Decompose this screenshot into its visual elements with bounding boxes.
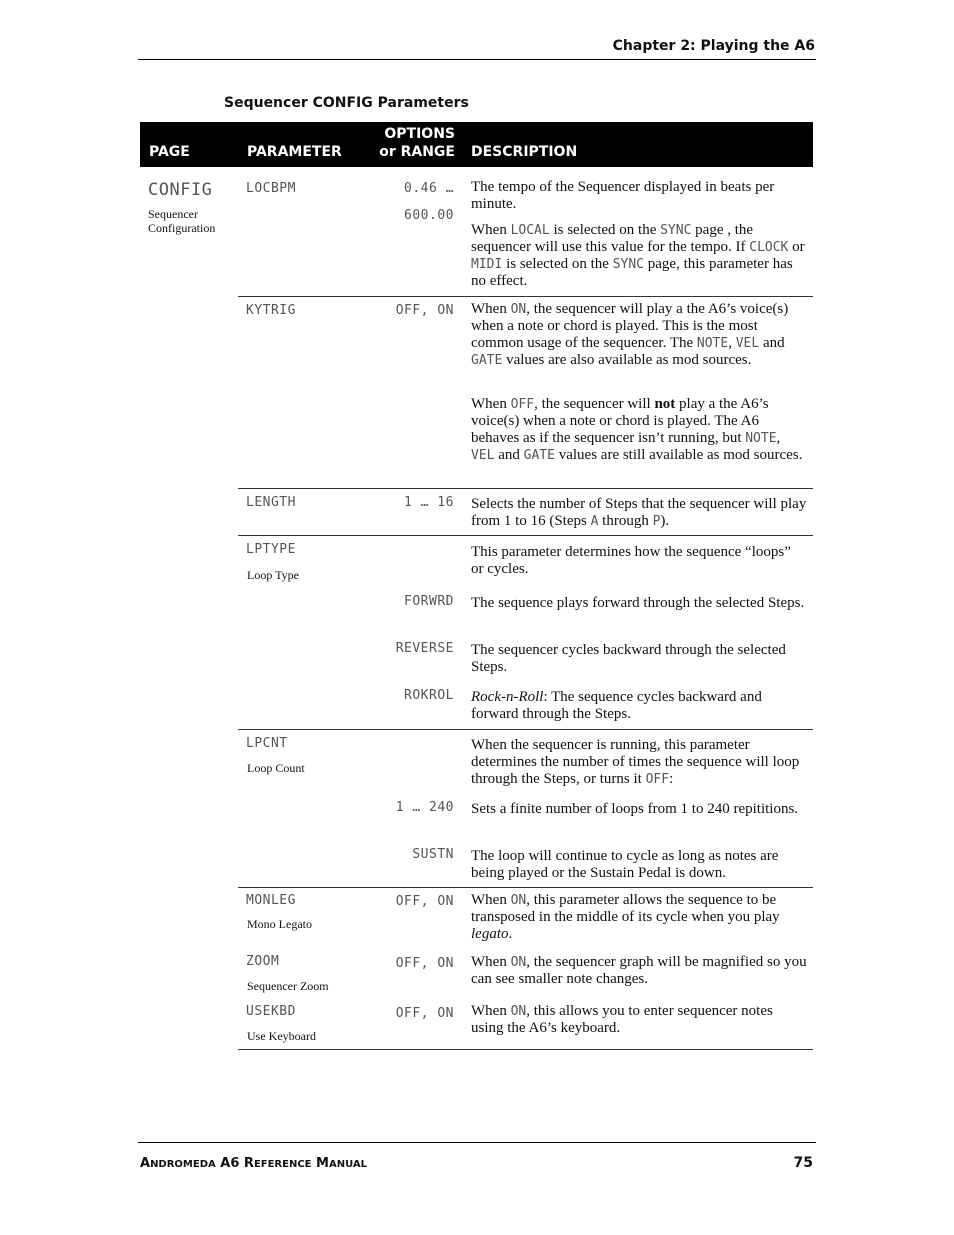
page-subtitle: Sequencer Configuration	[148, 207, 216, 235]
description-lptype-reverse: The sequencer cycles backward through the selected Steps.	[471, 642, 786, 675]
param-monleg-subtitle: Mono Legato	[247, 917, 312, 931]
table-header	[140, 122, 813, 167]
row-divider	[238, 296, 813, 297]
description-length: Selects the number of Steps that the sequencer will play from 1 to 16 (Steps A through P).	[471, 496, 807, 529]
description-locbpm-2: When LOCAL is selected on the SYNC page , the sequencer will use this value for the tempo. If CLOCK or MIDI is selected on the SYNC page, this parameter has no effect.	[471, 222, 805, 289]
description-lptype-rokrol: Rock-n-Roll: The sequence cycles backward and forward through the Steps.	[471, 689, 762, 722]
description-usekbd: When ON, this allows you to enter sequencer notes using the A6’s keyboard.	[471, 1003, 773, 1036]
description-lpcnt: When the sequencer is running, this parameter determines the number of times the sequence will loop through the Steps, or turns it OFF:	[471, 737, 800, 787]
param-locbpm: LOCBPM	[246, 181, 296, 196]
table-title: Sequencer CONFIG Parameters	[224, 95, 469, 111]
option-monleg: OFF, ON	[395, 894, 454, 909]
option-length: 1 … 16	[404, 495, 454, 510]
param-monleg: MONLEG	[246, 893, 296, 908]
option-locbpm-max: 600.00	[404, 208, 454, 223]
row-divider	[238, 887, 813, 888]
option-lptype-reverse: REVERSE	[395, 641, 454, 656]
row-divider	[238, 1049, 813, 1050]
description-lptype: This parameter determines how the sequence “loops” or cycles.	[471, 544, 791, 577]
description-lpcnt-sustn: The loop will continue to cycle as long as notes are being played or the Sustain Pedal is down.	[471, 848, 779, 881]
description-zoom: When ON, the sequencer graph will be magnified so you can see smaller note changes.	[471, 954, 807, 987]
param-usekbd-subtitle: Use Keyboard	[247, 1029, 316, 1043]
param-zoom: ZOOM	[246, 954, 280, 969]
option-lptype-rokrol: ROKROL	[404, 688, 454, 703]
page-number: 75	[793, 1155, 813, 1171]
column-options-line2: or RANGE	[379, 144, 455, 160]
param-zoom-subtitle: Sequencer Zoom	[247, 979, 329, 993]
param-lpcnt-subtitle: Loop Count	[247, 761, 305, 775]
param-lptype-subtitle: Loop Type	[247, 568, 299, 582]
option-locbpm-min: 0.46 …	[404, 181, 454, 196]
option-lpcnt-range: 1 … 240	[395, 800, 454, 815]
column-description: DESCRIPTION	[471, 144, 578, 160]
description-locbpm-1: The tempo of the Sequencer displayed in beats per minute.	[471, 179, 775, 212]
header-rule	[138, 59, 816, 60]
param-lpcnt: LPCNT	[246, 736, 288, 751]
description-monleg: When ON, this parameter allows the sequence to be transposed in the middle of its cycle when you play legato.	[471, 892, 780, 942]
row-divider	[238, 535, 813, 536]
footer-rule	[138, 1142, 816, 1143]
description-kytrig-1: When ON, the sequencer will play a the A6’s voice(s) when a note or chord is played. This is the most common usage of the sequencer. The NOTE, VEL and GATE values are also available as mod sources.	[471, 301, 789, 368]
param-kytrig: KYTRIG	[246, 303, 296, 318]
description-lpcnt-range: Sets a finite number of loops from 1 to 240 repititions.	[471, 801, 799, 817]
option-lptype-forwrd: FORWRD	[404, 594, 454, 609]
footer-title: ANDROMEDA A6 REFERENCE MANUAL	[140, 1156, 368, 1171]
option-usekbd: OFF, ON	[395, 1006, 454, 1021]
description-kytrig-2: When OFF, the sequencer will not play a the A6’s voice(s) when a note or chord is played. The A6 behaves as if the sequencer isn’t running, but NOTE, VEL and GATE values are still available as mod sources.	[471, 396, 803, 463]
description-lptype-forwrd: The sequence plays forward through the selected Steps.	[471, 595, 805, 611]
column-parameter: PARAMETER	[247, 144, 342, 160]
option-zoom: OFF, ON	[395, 956, 454, 971]
option-kytrig: OFF, ON	[395, 303, 454, 318]
option-lpcnt-sustn: SUSTN	[412, 847, 454, 862]
param-length: LENGTH	[246, 495, 296, 510]
chapter-title: Chapter 2: Playing the A6	[612, 38, 815, 54]
param-usekbd: USEKBD	[246, 1004, 296, 1019]
page-name: CONFIG	[148, 180, 213, 200]
column-page: PAGE	[149, 144, 190, 160]
row-divider	[238, 729, 813, 730]
column-options-line1: OPTIONS	[384, 126, 455, 142]
param-lptype: LPTYPE	[246, 542, 296, 557]
row-divider	[238, 488, 813, 489]
